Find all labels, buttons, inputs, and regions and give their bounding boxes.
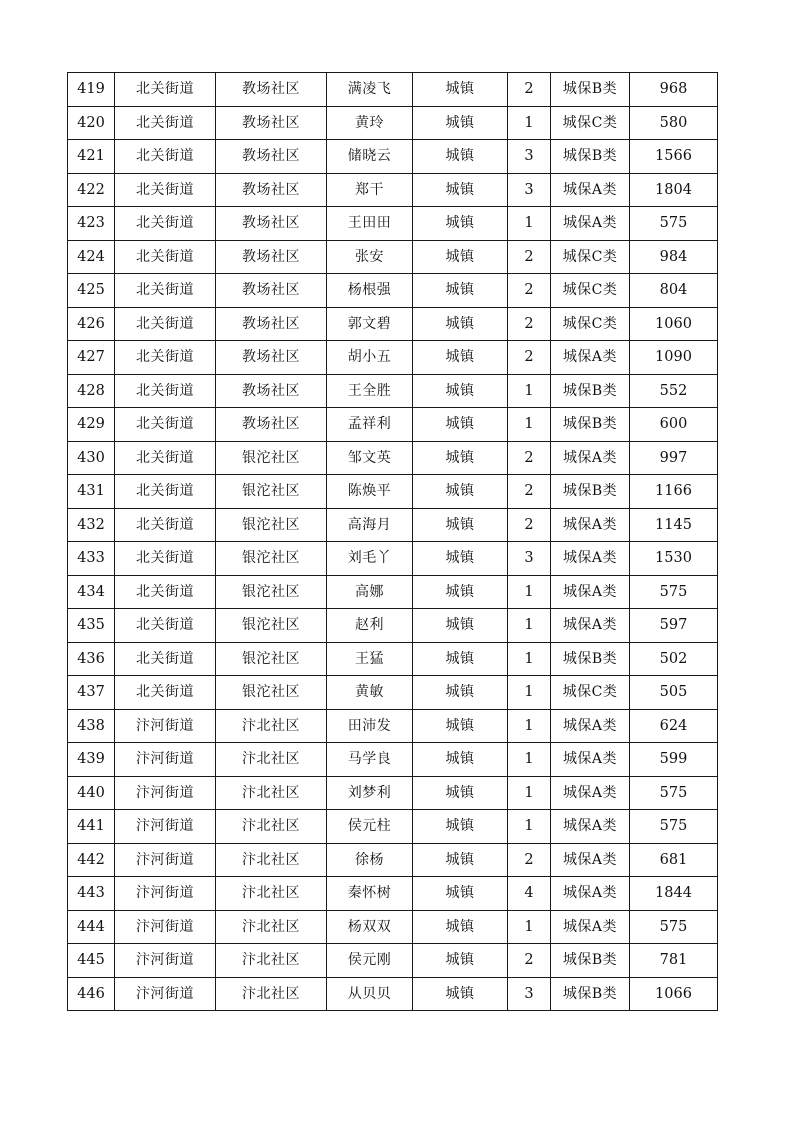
- amount-cell: 1090: [630, 341, 718, 375]
- amount-cell: 575: [630, 575, 718, 609]
- area-type-cell: 城镇: [413, 910, 508, 944]
- category-cell: 城保B类: [551, 642, 630, 676]
- community-cell: 教场社区: [216, 374, 327, 408]
- category-cell: 城保A类: [551, 508, 630, 542]
- amount-cell: 580: [630, 106, 718, 140]
- serial-number-cell: 444: [68, 910, 115, 944]
- amount-cell: 575: [630, 776, 718, 810]
- household-size-cell: 4: [508, 877, 551, 911]
- community-cell: 教场社区: [216, 73, 327, 107]
- area-type-cell: 城镇: [413, 575, 508, 609]
- name-cell: 赵利: [327, 609, 413, 643]
- serial-number-cell: 430: [68, 441, 115, 475]
- category-cell: 城保B类: [551, 73, 630, 107]
- name-cell: 杨根强: [327, 274, 413, 308]
- table-row: [68, 575, 718, 609]
- category-cell: 城保B类: [551, 944, 630, 978]
- category-cell: 城保B类: [551, 977, 630, 1011]
- street-cell: 汴河街道: [115, 944, 216, 978]
- table-row: [68, 173, 718, 207]
- community-cell: 汴北社区: [216, 944, 327, 978]
- street-cell: 汴河街道: [115, 743, 216, 777]
- household-size-cell: 1: [508, 709, 551, 743]
- street-cell: 汴河街道: [115, 843, 216, 877]
- street-cell: 北关街道: [115, 542, 216, 576]
- street-cell: 北关街道: [115, 341, 216, 375]
- household-size-cell: 2: [508, 508, 551, 542]
- category-cell: 城保A类: [551, 173, 630, 207]
- serial-number-cell: 438: [68, 709, 115, 743]
- data-table: [67, 72, 718, 1011]
- amount-cell: 600: [630, 408, 718, 442]
- table-row: [68, 642, 718, 676]
- area-type-cell: 城镇: [413, 207, 508, 241]
- amount-cell: 984: [630, 240, 718, 274]
- street-cell: 北关街道: [115, 307, 216, 341]
- table-row: [68, 207, 718, 241]
- household-size-cell: 1: [508, 743, 551, 777]
- serial-number-cell: 445: [68, 944, 115, 978]
- household-size-cell: 1: [508, 408, 551, 442]
- household-size-cell: 1: [508, 609, 551, 643]
- area-type-cell: 城镇: [413, 408, 508, 442]
- household-size-cell: 2: [508, 307, 551, 341]
- street-cell: 北关街道: [115, 240, 216, 274]
- table-row: [68, 374, 718, 408]
- area-type-cell: 城镇: [413, 676, 508, 710]
- serial-number-cell: 429: [68, 408, 115, 442]
- serial-number-cell: 434: [68, 575, 115, 609]
- area-type-cell: 城镇: [413, 374, 508, 408]
- table-row: [68, 508, 718, 542]
- community-cell: 教场社区: [216, 106, 327, 140]
- serial-number-cell: 436: [68, 642, 115, 676]
- amount-cell: 575: [630, 810, 718, 844]
- household-size-cell: 3: [508, 542, 551, 576]
- street-cell: 北关街道: [115, 106, 216, 140]
- household-size-cell: 2: [508, 475, 551, 509]
- category-cell: 城保B类: [551, 374, 630, 408]
- category-cell: 城保B类: [551, 475, 630, 509]
- serial-number-cell: 420: [68, 106, 115, 140]
- household-size-cell: 1: [508, 810, 551, 844]
- category-cell: 城保A类: [551, 843, 630, 877]
- area-type-cell: 城镇: [413, 542, 508, 576]
- area-type-cell: 城镇: [413, 307, 508, 341]
- table-row: [68, 843, 718, 877]
- amount-cell: 505: [630, 676, 718, 710]
- category-cell: 城保B类: [551, 408, 630, 442]
- street-cell: 北关街道: [115, 475, 216, 509]
- household-size-cell: 2: [508, 274, 551, 308]
- name-cell: 侯元柱: [327, 810, 413, 844]
- street-cell: 汴河街道: [115, 776, 216, 810]
- table-row: [68, 944, 718, 978]
- street-cell: 北关街道: [115, 73, 216, 107]
- name-cell: 高海月: [327, 508, 413, 542]
- amount-cell: 1844: [630, 877, 718, 911]
- household-size-cell: 1: [508, 676, 551, 710]
- category-cell: 城保A类: [551, 810, 630, 844]
- amount-cell: 624: [630, 709, 718, 743]
- category-cell: 城保C类: [551, 106, 630, 140]
- household-size-cell: 2: [508, 240, 551, 274]
- community-cell: 汴北社区: [216, 910, 327, 944]
- community-cell: 银沱社区: [216, 441, 327, 475]
- serial-number-cell: 440: [68, 776, 115, 810]
- serial-number-cell: 435: [68, 609, 115, 643]
- area-type-cell: 城镇: [413, 709, 508, 743]
- household-size-cell: 2: [508, 441, 551, 475]
- area-type-cell: 城镇: [413, 877, 508, 911]
- community-cell: 汴北社区: [216, 743, 327, 777]
- area-type-cell: 城镇: [413, 743, 508, 777]
- amount-cell: 552: [630, 374, 718, 408]
- community-cell: 教场社区: [216, 341, 327, 375]
- amount-cell: 1066: [630, 977, 718, 1011]
- serial-number-cell: 433: [68, 542, 115, 576]
- amount-cell: 575: [630, 910, 718, 944]
- household-size-cell: 3: [508, 140, 551, 174]
- table-row: [68, 810, 718, 844]
- name-cell: 侯元刚: [327, 944, 413, 978]
- area-type-cell: 城镇: [413, 944, 508, 978]
- community-cell: 教场社区: [216, 307, 327, 341]
- street-cell: 汴河街道: [115, 810, 216, 844]
- name-cell: 秦怀树: [327, 877, 413, 911]
- area-type-cell: 城镇: [413, 106, 508, 140]
- household-size-cell: 1: [508, 106, 551, 140]
- table-row: [68, 709, 718, 743]
- serial-number-cell: 428: [68, 374, 115, 408]
- category-cell: 城保A类: [551, 609, 630, 643]
- category-cell: 城保A类: [551, 776, 630, 810]
- amount-cell: 502: [630, 642, 718, 676]
- name-cell: 黄玲: [327, 106, 413, 140]
- name-cell: 刘毛丫: [327, 542, 413, 576]
- area-type-cell: 城镇: [413, 140, 508, 174]
- household-size-cell: 1: [508, 207, 551, 241]
- area-type-cell: 城镇: [413, 441, 508, 475]
- amount-cell: 968: [630, 73, 718, 107]
- household-size-cell: 2: [508, 843, 551, 877]
- community-cell: 教场社区: [216, 408, 327, 442]
- category-cell: 城保A类: [551, 709, 630, 743]
- name-cell: 田沛发: [327, 709, 413, 743]
- serial-number-cell: 446: [68, 977, 115, 1011]
- table-row: [68, 910, 718, 944]
- table-row: [68, 240, 718, 274]
- amount-cell: 597: [630, 609, 718, 643]
- name-cell: 高娜: [327, 575, 413, 609]
- community-cell: 汴北社区: [216, 977, 327, 1011]
- name-cell: 郭文碧: [327, 307, 413, 341]
- table-row: [68, 609, 718, 643]
- area-type-cell: 城镇: [413, 475, 508, 509]
- household-size-cell: 3: [508, 173, 551, 207]
- name-cell: 马学良: [327, 743, 413, 777]
- amount-cell: 997: [630, 441, 718, 475]
- name-cell: 杨双双: [327, 910, 413, 944]
- street-cell: 北关街道: [115, 408, 216, 442]
- category-cell: 城保C类: [551, 274, 630, 308]
- community-cell: 银沱社区: [216, 642, 327, 676]
- street-cell: 汴河街道: [115, 877, 216, 911]
- serial-number-cell: 439: [68, 743, 115, 777]
- category-cell: 城保A类: [551, 575, 630, 609]
- serial-number-cell: 431: [68, 475, 115, 509]
- household-size-cell: 2: [508, 944, 551, 978]
- category-cell: 城保A类: [551, 542, 630, 576]
- street-cell: 北关街道: [115, 441, 216, 475]
- community-cell: 汴北社区: [216, 776, 327, 810]
- amount-cell: 1530: [630, 542, 718, 576]
- area-type-cell: 城镇: [413, 508, 508, 542]
- area-type-cell: 城镇: [413, 843, 508, 877]
- name-cell: 张安: [327, 240, 413, 274]
- category-cell: 城保C类: [551, 307, 630, 341]
- area-type-cell: 城镇: [413, 642, 508, 676]
- category-cell: 城保A类: [551, 341, 630, 375]
- area-type-cell: 城镇: [413, 341, 508, 375]
- area-type-cell: 城镇: [413, 609, 508, 643]
- community-cell: 教场社区: [216, 274, 327, 308]
- category-cell: 城保A类: [551, 743, 630, 777]
- table-row: [68, 408, 718, 442]
- community-cell: 汴北社区: [216, 843, 327, 877]
- household-size-cell: 3: [508, 977, 551, 1011]
- table-row: [68, 977, 718, 1011]
- serial-number-cell: 425: [68, 274, 115, 308]
- serial-number-cell: 442: [68, 843, 115, 877]
- amount-cell: 1566: [630, 140, 718, 174]
- amount-cell: 1060: [630, 307, 718, 341]
- serial-number-cell: 443: [68, 877, 115, 911]
- street-cell: 北关街道: [115, 207, 216, 241]
- household-size-cell: 2: [508, 73, 551, 107]
- serial-number-cell: 437: [68, 676, 115, 710]
- category-cell: 城保C类: [551, 676, 630, 710]
- amount-cell: 575: [630, 207, 718, 241]
- table-row: [68, 441, 718, 475]
- amount-cell: 1166: [630, 475, 718, 509]
- name-cell: 刘梦利: [327, 776, 413, 810]
- street-cell: 汴河街道: [115, 910, 216, 944]
- community-cell: 银沱社区: [216, 475, 327, 509]
- community-cell: 银沱社区: [216, 542, 327, 576]
- name-cell: 从贝贝: [327, 977, 413, 1011]
- category-cell: 城保A类: [551, 441, 630, 475]
- area-type-cell: 城镇: [413, 173, 508, 207]
- table-row: [68, 106, 718, 140]
- name-cell: 郑干: [327, 173, 413, 207]
- amount-cell: 781: [630, 944, 718, 978]
- table-row: [68, 307, 718, 341]
- name-cell: 王田田: [327, 207, 413, 241]
- community-cell: 教场社区: [216, 173, 327, 207]
- amount-cell: 1804: [630, 173, 718, 207]
- community-cell: 汴北社区: [216, 709, 327, 743]
- street-cell: 北关街道: [115, 274, 216, 308]
- serial-number-cell: 419: [68, 73, 115, 107]
- serial-number-cell: 427: [68, 341, 115, 375]
- serial-number-cell: 423: [68, 207, 115, 241]
- category-cell: 城保C类: [551, 240, 630, 274]
- serial-number-cell: 441: [68, 810, 115, 844]
- street-cell: 汴河街道: [115, 977, 216, 1011]
- area-type-cell: 城镇: [413, 977, 508, 1011]
- table-row: [68, 877, 718, 911]
- name-cell: 陈焕平: [327, 475, 413, 509]
- area-type-cell: 城镇: [413, 240, 508, 274]
- name-cell: 满凌飞: [327, 73, 413, 107]
- serial-number-cell: 421: [68, 140, 115, 174]
- household-size-cell: 2: [508, 341, 551, 375]
- area-type-cell: 城镇: [413, 274, 508, 308]
- street-cell: 汴河街道: [115, 709, 216, 743]
- serial-number-cell: 426: [68, 307, 115, 341]
- name-cell: 黄敏: [327, 676, 413, 710]
- name-cell: 孟祥利: [327, 408, 413, 442]
- table-row: [68, 475, 718, 509]
- category-cell: 城保A类: [551, 207, 630, 241]
- household-size-cell: 1: [508, 575, 551, 609]
- community-cell: 银沱社区: [216, 508, 327, 542]
- area-type-cell: 城镇: [413, 776, 508, 810]
- household-size-cell: 1: [508, 642, 551, 676]
- amount-cell: 599: [630, 743, 718, 777]
- category-cell: 城保A类: [551, 877, 630, 911]
- table-row: [68, 341, 718, 375]
- community-cell: 银沱社区: [216, 609, 327, 643]
- category-cell: 城保B类: [551, 140, 630, 174]
- table-row: [68, 542, 718, 576]
- name-cell: 徐杨: [327, 843, 413, 877]
- street-cell: 北关街道: [115, 575, 216, 609]
- table-row: [68, 676, 718, 710]
- serial-number-cell: 432: [68, 508, 115, 542]
- household-size-cell: 1: [508, 374, 551, 408]
- area-type-cell: 城镇: [413, 73, 508, 107]
- household-size-cell: 1: [508, 910, 551, 944]
- community-cell: 教场社区: [216, 240, 327, 274]
- name-cell: 邹文英: [327, 441, 413, 475]
- table-body: [68, 73, 718, 1011]
- name-cell: 储晓云: [327, 140, 413, 174]
- street-cell: 北关街道: [115, 642, 216, 676]
- name-cell: 王猛: [327, 642, 413, 676]
- table-row: [68, 274, 718, 308]
- table-row: [68, 140, 718, 174]
- table-row: [68, 73, 718, 107]
- community-cell: 教场社区: [216, 207, 327, 241]
- street-cell: 北关街道: [115, 508, 216, 542]
- community-cell: 教场社区: [216, 140, 327, 174]
- community-cell: 银沱社区: [216, 575, 327, 609]
- amount-cell: 804: [630, 274, 718, 308]
- area-type-cell: 城镇: [413, 810, 508, 844]
- street-cell: 北关街道: [115, 173, 216, 207]
- table-row: [68, 743, 718, 777]
- community-cell: 银沱社区: [216, 676, 327, 710]
- community-cell: 汴北社区: [216, 877, 327, 911]
- table-row: [68, 776, 718, 810]
- name-cell: 胡小五: [327, 341, 413, 375]
- community-cell: 汴北社区: [216, 810, 327, 844]
- amount-cell: 1145: [630, 508, 718, 542]
- street-cell: 北关街道: [115, 676, 216, 710]
- serial-number-cell: 422: [68, 173, 115, 207]
- amount-cell: 681: [630, 843, 718, 877]
- street-cell: 北关街道: [115, 140, 216, 174]
- street-cell: 北关街道: [115, 374, 216, 408]
- household-size-cell: 1: [508, 776, 551, 810]
- street-cell: 北关街道: [115, 609, 216, 643]
- category-cell: 城保A类: [551, 910, 630, 944]
- name-cell: 王全胜: [327, 374, 413, 408]
- serial-number-cell: 424: [68, 240, 115, 274]
